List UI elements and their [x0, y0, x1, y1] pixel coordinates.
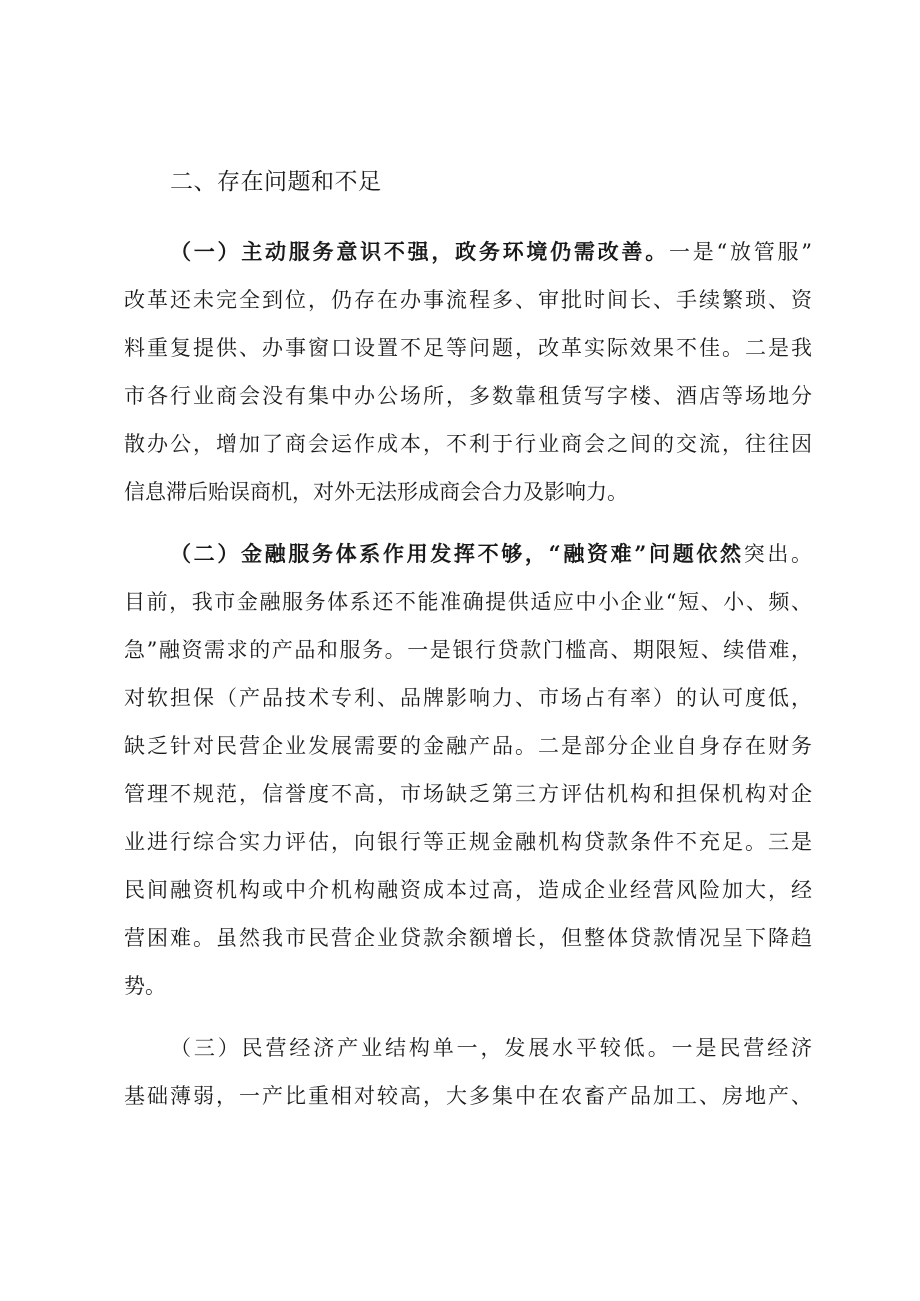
paragraph-1-line-1: [124, 228, 812, 276]
paragraph-3-line-1: （三）民营经济产业结构单一，发展水平较低。一是民营经济: [170, 1036, 812, 1060]
paragraph-2: [124, 530, 812, 1010]
paragraph-3-line-2: 基础薄弱，一产比重相对较高，大多集中在农畜产品加工、房地产、: [124, 1084, 812, 1108]
paragraph-2-heading: （二）金融服务体系作用发挥不够，“融资难”问题依然: [170, 541, 744, 566]
paragraph-2-line-7: 业进行综合实力评估，向银行等正规金融机构贷款条件不充足。三是: [124, 830, 812, 854]
body-text: [124, 228, 812, 1134]
paragraph-1-line-3: 料重复提供、办事窗口设置不足等问题，改革实际效果不佳。二是我: [124, 336, 812, 360]
paragraph-2-line-1-rest: 突出。: [743, 542, 813, 566]
paragraph-3: [124, 1024, 812, 1120]
paragraph-1-heading: （一）主动服务意识不强，政务环境仍需改善。: [170, 239, 669, 264]
paragraph-2-line-8: 民间融资机构或中介机构融资成本过高，造成企业经营风险加大，经: [124, 878, 812, 902]
paragraph-1-line-4: 市各行业商会没有集中办公场所，多数靠租赁写字楼、酒店等场地分: [124, 384, 812, 408]
paragraph-2-line-4: 对软担保（产品技术专利、品牌影响力、市场占有率）的认可度低，: [124, 686, 812, 710]
paragraph-2-line-1: [124, 530, 812, 578]
paragraph-2-line-10: 势。: [124, 974, 166, 998]
paragraph-2-line-6: 管理不规范，信誉度不高，市场缺乏第三方评估机构和担保机构对企: [124, 782, 812, 806]
paragraph-1: [124, 228, 812, 516]
paragraph-1-line-2: 改革还未完全到位，仍存在办事流程多、审批时间长、手续繁琐、资: [124, 288, 812, 312]
paragraph-2-line-3: 急”融资需求的产品和服务。一是银行贷款门槛高、期限短、续借难，: [124, 638, 812, 662]
paragraph-1-line-5: 散办公，增加了商会运作成本，不利于行业商会之间的交流，往往因: [124, 432, 812, 456]
paragraph-2-line-5: 缺乏针对民营企业发展需要的金融产品。二是部分企业自身存在财务: [124, 734, 812, 758]
paragraph-2-line-2: 目前，我市金融服务体系还不能准确提供适应中小企业“短、小、频、: [124, 590, 812, 614]
paragraph-1-line-1-rest: 一是“放管服”: [668, 240, 812, 264]
section-heading: 二、存在问题和不足: [170, 169, 382, 195]
paragraph-2-line-9: 营困难。虽然我市民营企业贷款余额增长，但整体贷款情况呈下降趋: [124, 926, 812, 950]
paragraph-1-line-6: 信息滞后贻误商机，对外无法形成商会合力及影响力。: [124, 480, 628, 504]
